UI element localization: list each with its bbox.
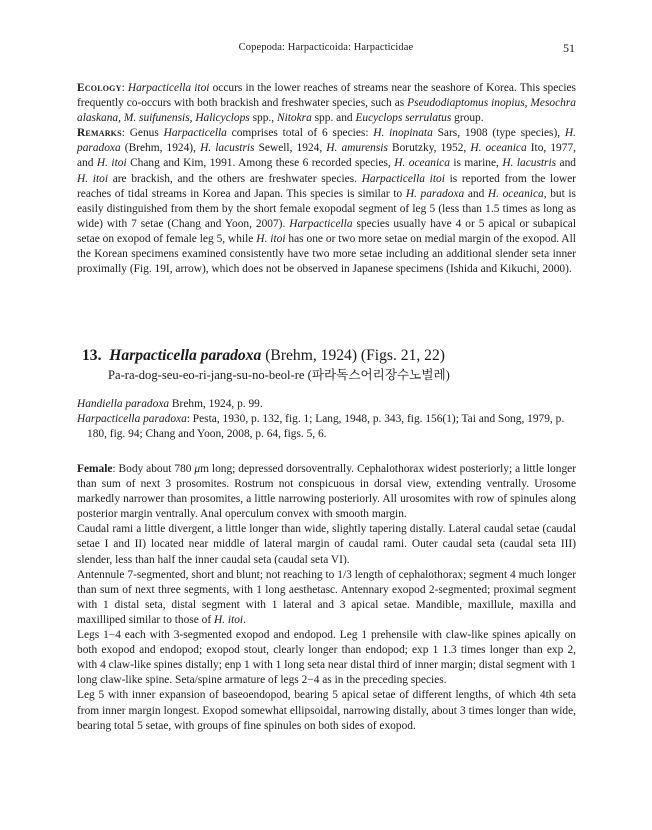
text-run: : Body about 780 [112, 463, 195, 475]
italic-run: H. lacustris [502, 157, 557, 170]
text-run: Sewell, 1924, [254, 142, 327, 155]
description-paragraph [77, 688, 576, 733]
italic-run: H. itoi [213, 613, 244, 626]
female-label: Female [77, 463, 113, 475]
ecology-remarks-block [77, 81, 576, 277]
italic-run: H. amurensis [326, 142, 388, 155]
text-run: Legs 1−4 each with 3-segmented exopod and endopod. Leg 1 prehensile with claw-like spines apically on both exopod and endopod; exopod stout, clearly longer than endopod; exp 1 1.3 times longer than exp 2, with 4 claw-like spines distally; enp 1 with 1 long seta near distal third of inner margin; distal segment with 1 long claw-like spine. Seta/spine armature of legs 2−4 as in the preceding species. [77, 629, 576, 687]
text-run: , but is easily distinguished from them by the short female exopodal segment of leg 5 (less than 1.5 times as long as wide) with 7 setae (Chang and Yoon, 2007). [77, 187, 576, 230]
italic-run: H. lacustris [200, 142, 255, 155]
running-head [0, 42, 652, 58]
ecology-label: Ecology [77, 82, 122, 94]
text-run: Antennule 7-segmented, short and blunt; not reaching to 1/3 length of cephalothorax; segment 4 much longer than sum of next three segments, with 1 long aesthetasc. Antennary exopod 2-segmented; proximal segment with 1 distal seta, distal segment with 1 lateral and 3 apical setae. Mandible, maxillule, maxilla and maxilliped similar to those of [77, 568, 576, 626]
italic-run: H. inopinata [373, 127, 433, 140]
text-run: is marine, [449, 157, 503, 170]
italic-run: H. oceanica [487, 187, 544, 200]
italic-run: Harpacticella [163, 127, 227, 140]
text-run: comprises total of 6 species: [226, 127, 374, 140]
text-run: Sars, 1908 (type species), [432, 127, 565, 140]
species-number: 13. [82, 347, 102, 364]
text-run: Leg 5 with inner expansion of baseoendopod, bearing 5 apical setae of different lengths, of which 4th seta from inner margin longest. Exopod somewhat ellipsoidal, narrowing distally, about 3 times longer than wide, bearing total 5 setae, with groups of fine spinules on both sides of exopod. [77, 689, 576, 732]
text-run: . [243, 613, 246, 626]
italic-run: μ [194, 463, 201, 475]
species-korean-name: Pa-ra-dog-seu-eo-ri-jang-su-no-beol-re (파라독스어리장수노벌레) [108, 368, 450, 382]
italic-run: H. itoi [77, 172, 108, 185]
text-run: are brackish, and the others are freshwater species. [107, 172, 362, 185]
species-name: Harpacticella paradoxa [109, 347, 262, 364]
text-run: Caudal rami a little divergent, a little longer than wide, slightly tapering distally. Lateral caudal setae (caudal setae I and II) located near middle of lateral margin of caudal rami. Outer caudal seta (caudal seta III) slender, less than half the inner caudal seta (caudal seta VI). [77, 523, 576, 566]
text-run: Brehm, 1924, p. 99. [169, 398, 263, 410]
text-run: Chang and Kim, 1991. Among these 6 recorded species, [126, 157, 395, 170]
text-run: Ito, 1977, and [77, 142, 576, 170]
italic-run: H. paradoxa [405, 187, 465, 200]
text-run: Borutzky, 1952, [387, 142, 471, 155]
species-heading [82, 346, 582, 384]
description-paragraph [77, 568, 576, 628]
italic-run: Handiella paradoxa [77, 398, 170, 410]
text-run: (Brehm, 1924), [120, 142, 201, 155]
species-title [82, 346, 582, 366]
italic-run: H. oceanica [394, 157, 450, 170]
text-run: is reported from the lower reaches of tidal streams in Korea and Japan. This species is similar to [77, 172, 576, 200]
description-paragraph [77, 628, 576, 688]
remarks-label: Remarks [77, 127, 122, 140]
remarks-body [77, 127, 576, 275]
italic-run: Harpacticella itoi [361, 172, 445, 185]
description-paragraph [77, 522, 576, 567]
italic-run: Harpacticella paradoxa [77, 413, 187, 426]
italic-run: H. itoi [256, 232, 286, 245]
remarks-paragraph [77, 126, 576, 277]
running-title: Copepoda: Harpacticoida: Harpacticidae [238, 42, 414, 53]
text-run: and [556, 157, 576, 170]
synonymy-entry [77, 397, 576, 412]
ecology-paragraph: Ecology: Harpacticella itoi occurs in the lower reaches of streams near the seashore of Korea. This species frequently co-occurs with both brackish and freshwater species, such as Pseudodiaptomus inopius, Mesochra alaskana, M. suifunensis, Halicyclops spp., Nitokra spp. and Eucyclops serrulatus group. [77, 82, 576, 125]
synonymy-entry [77, 412, 576, 442]
page-number: 51 [563, 41, 575, 55]
italic-run: H. oceanica [470, 142, 527, 155]
text-run: m long; depressed dorsoventrally. Cephalothorax widest posteriorly; a little longer than sum of next 3 prosomites. Rostrum not conspicuous in dorsal view, extending ventrally. Urosome markedly narrower than prosomites, a little narrowing posteriorly. All urosomites with row of spinules along posterior margin ventrally. Anal operculum convex with smooth margin. [77, 463, 576, 521]
ecology-species: Harpacticella itoi [127, 82, 210, 94]
synonymy-list [77, 397, 576, 442]
text-run: : Genus [121, 127, 164, 140]
text-run: has one or two more setae on medial margin of the exopod. All the Korean specimens examined consistently have two more setae including an additional slender seta inner proximally (Fig. 19I, arrow), which does not be observed in Japanese specimens (Ishida and Kikuchi, 2000). [77, 232, 576, 276]
italic-run: Harpacticella [289, 217, 353, 230]
description-block [77, 462, 576, 734]
text-run: : Pesta, 1930, p. 132, fig. 1; Lang, 1948, p. 343, fig. 156(1); Tai and Song, 1979, p. 180, fig. 94; Chang and Yoon, 2008, p. 64, figs. 5, 6. [87, 413, 565, 441]
description-paragraph [77, 462, 576, 522]
italic-run: H. paradoxa [77, 127, 576, 155]
text-run: and [464, 187, 488, 200]
italic-run: H. itoi [96, 157, 127, 170]
species-authority: (Brehm, 1924) (Figs. 21, 22) [261, 347, 445, 364]
text-run: species usually have 4 or 5 apical or subapical setae on exopod of female leg 5, while [77, 217, 576, 245]
